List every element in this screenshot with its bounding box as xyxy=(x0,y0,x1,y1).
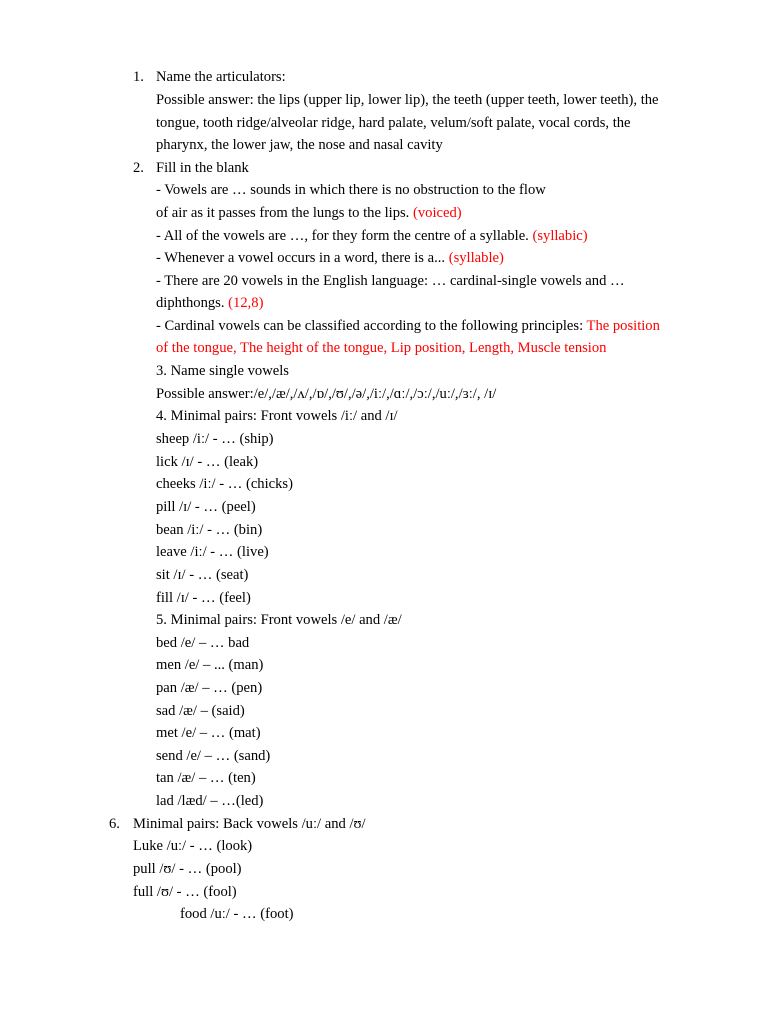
item-4-pair-3: cheeks /iː/ - … (chicks) xyxy=(156,476,293,492)
fill-blank-answer: The position xyxy=(586,318,660,334)
item-4-title: 4. Minimal pairs: Front vowels /iː/ and /ɪ/ xyxy=(156,408,398,424)
item-6-pair-4: food /uː/ - … (foot) xyxy=(180,906,294,922)
fill-blank-line-5 xyxy=(156,270,625,293)
item-5-pair-6: send /e/ – … (sand) xyxy=(156,748,271,764)
fill-blank-line-7 xyxy=(156,315,660,338)
item-4-pair-4: pill /ɪ/ - … (peel) xyxy=(156,499,256,515)
item-1-title: Name the articulators: xyxy=(156,69,286,85)
item-6-pair-2: pull /ʊ/ - … (pool) xyxy=(133,861,242,877)
fill-blank-answer: (voiced) xyxy=(412,205,462,221)
item-5-pair-3: pan /æ/ – … (pen) xyxy=(156,680,263,696)
fill-blank-line-4 xyxy=(156,247,504,270)
fill-blank-text: diphthongs. xyxy=(156,295,229,311)
item-4-pair-1: sheep /iː/ - … (ship) xyxy=(156,431,274,447)
item-5-pair-2: men /e/ – ... (man) xyxy=(156,657,264,673)
item-3-title: 3. Name single vowels xyxy=(156,363,289,379)
fill-blank-line-1 xyxy=(156,179,546,202)
fill-blank-line-2 xyxy=(156,202,462,225)
item-1-answer-line-1: Possible answer: the lips (upper lip, lower lip), the teeth (upper teeth, lower teeth), the xyxy=(156,92,659,108)
item-6-pair-1: Luke /uː/ - … (look) xyxy=(133,838,253,854)
item-6-pair-3: full /ʊ/ - … (fool) xyxy=(133,884,237,900)
item-5-title: 5. Minimal pairs: Front vowels /e/ and /æ/ xyxy=(156,612,402,628)
item-4-pair-2: lick /ɪ/ - … (leak) xyxy=(156,454,259,470)
fill-blank-text: - All of the vowels are …, for they form the centre of a syllable. xyxy=(156,228,533,244)
fill-blank-text: - There are 20 vowels in the English language: … cardinal-single vowels and … xyxy=(156,273,625,289)
item-4-pair-7: sit /ɪ/ - … (seat) xyxy=(156,567,249,583)
item-3-answer: Possible answer:/e/,/æ/,/ʌ/,/ɒ/,/ʊ/,/ə/,/iː/,/ɑː/,/ɔː/,/uː/,/ɜː/, /ɪ/ xyxy=(156,386,497,402)
item-4-pair-6: leave /iː/ - … (live) xyxy=(156,544,269,560)
item-5-pair-8: lad /læd/ – …(led) xyxy=(156,793,264,809)
item-4-pair-5: bean /iː/ - … (bin) xyxy=(156,522,263,538)
fill-blank-text: - Vowels are … sounds in which there is no obstruction to the flow xyxy=(156,182,546,198)
fill-blank-text: of air as it passes from the lungs to the lips. xyxy=(156,205,413,221)
item-4-pair-8: fill /ɪ/ - … (feel) xyxy=(156,590,251,606)
fill-blank-line-8 xyxy=(156,337,606,360)
fill-blank-line-3 xyxy=(156,225,588,248)
item-2-title: Fill in the blank xyxy=(156,160,249,176)
fill-blank-answer: of the tongue, The height of the tongue, Lip position, Length, Muscle tension xyxy=(156,340,607,356)
item-2-number: 2. xyxy=(133,160,144,176)
item-5-pair-5: met /e/ – … (mat) xyxy=(156,725,261,741)
item-5-pair-7: tan /æ/ – … (ten) xyxy=(156,770,256,786)
item-1-answer-line-3: pharynx, the lower jaw, the nose and nasal cavity xyxy=(156,137,443,153)
item-5-pair-1: bed /e/ – … bad xyxy=(156,635,250,651)
fill-blank-text: - Whenever a vowel occurs in a word, there is a... xyxy=(156,250,449,266)
fill-blank-text: - Cardinal vowels can be classified according to the following principles: xyxy=(156,318,587,334)
item-6-title: Minimal pairs: Back vowels /uː/ and /ʊ/ xyxy=(133,816,366,832)
fill-blank-line-6 xyxy=(156,292,263,315)
item-1-number: 1. xyxy=(133,69,144,85)
item-1-answer-line-2: tongue, tooth ridge/alveolar ridge, hard palate, velum/soft palate, vocal cords, the xyxy=(156,115,631,131)
fill-blank-answer: (syllabic) xyxy=(532,228,588,244)
item-6-number: 6. xyxy=(109,816,120,832)
item-5-pair-4: sad /æ/ – (said) xyxy=(156,703,245,719)
fill-blank-answer: (12,8) xyxy=(228,295,264,311)
fill-blank-answer: (syllable) xyxy=(448,250,504,266)
